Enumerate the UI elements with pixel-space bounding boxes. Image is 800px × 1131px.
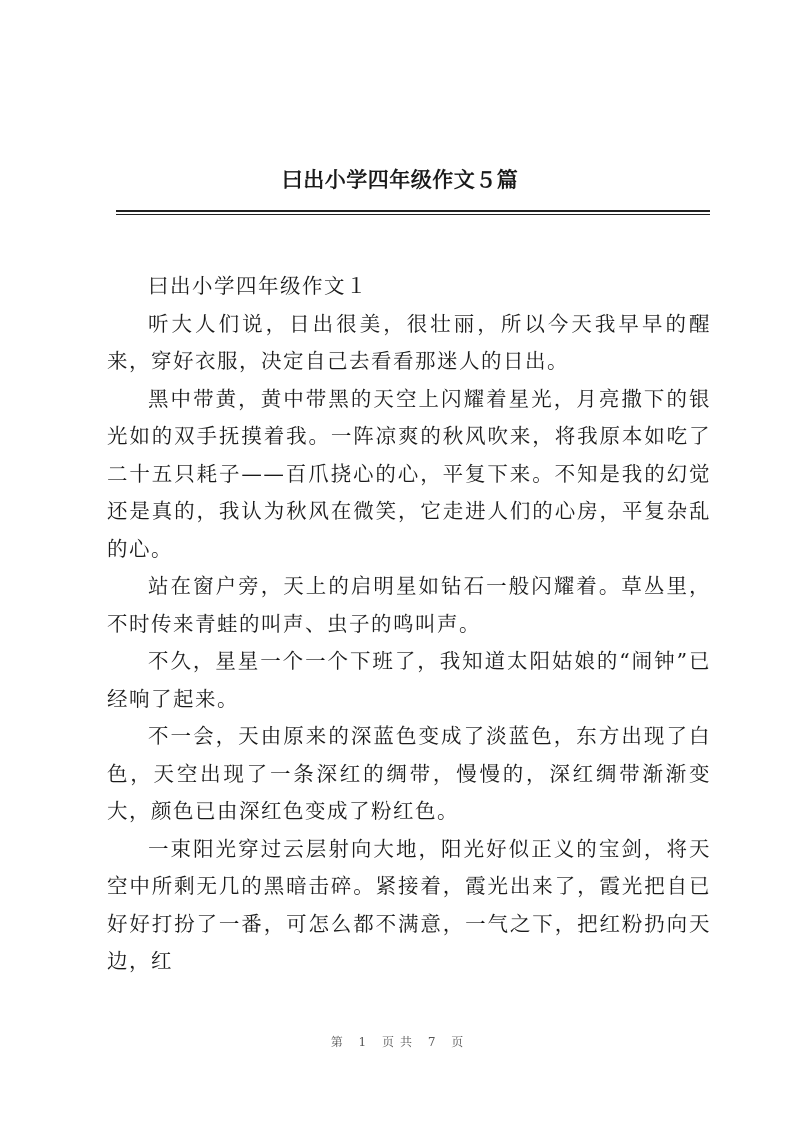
document-title: 曰出小学四年级作文５篇 <box>281 167 519 192</box>
title-rule-thick <box>116 210 710 212</box>
section-heading: 曰出小学四年级作文１ <box>148 274 368 298</box>
paragraph-4: 不久，星星一个一个下班了，我知道太阳姑娘的“闹钟”已经响了起来。 <box>107 649 711 711</box>
document-body <box>107 268 711 981</box>
page-number-footer: 第 1 页共 7 页 <box>330 1035 470 1049</box>
paragraph-2: 黑中带黄，黄中带黑的天空上闪耀着星光，月亮撒下的银光如的双手抚摸着我。一阵凉爽的秋风吹来，将我原本如吃了二十五只耗子——百爪挠心的心，平复下来。不知是我的幻觉还是真的，我认为秋风在微笑，它走进人们的心房，平复杂乱的心。 <box>107 386 711 561</box>
paragraph-1: 听大人们说，日出很美，很壮丽，所以今天我早早的醒来，穿好衣服，决定自己去看看那迷人的日出。 <box>107 311 711 373</box>
title-rule-thin <box>116 214 710 215</box>
paragraph-5: 不一会，天由原来的深蓝色变成了淡蓝色，东方出现了白色，天空出现了一条深红的绸带，慢慢的，深红绸带渐渐变大，颜色已由深红色变成了粉红色。 <box>107 724 711 823</box>
paragraph-3: 站在窗户旁，天上的启明星如钻石一般闪耀着。草丛里，不时传来青蛙的叫声、虫子的鸣叫声。 <box>107 574 711 636</box>
paragraph-6: 一束阳光穿过云层射向大地，阳光好似正义的宝剑，将天空中所剩无几的黑暗击碎。紧接着，霞光出来了，霞光把自已好好打扮了一番，可怎么都不满意，一气之下，把红粉扔向天边，红 <box>107 836 711 973</box>
